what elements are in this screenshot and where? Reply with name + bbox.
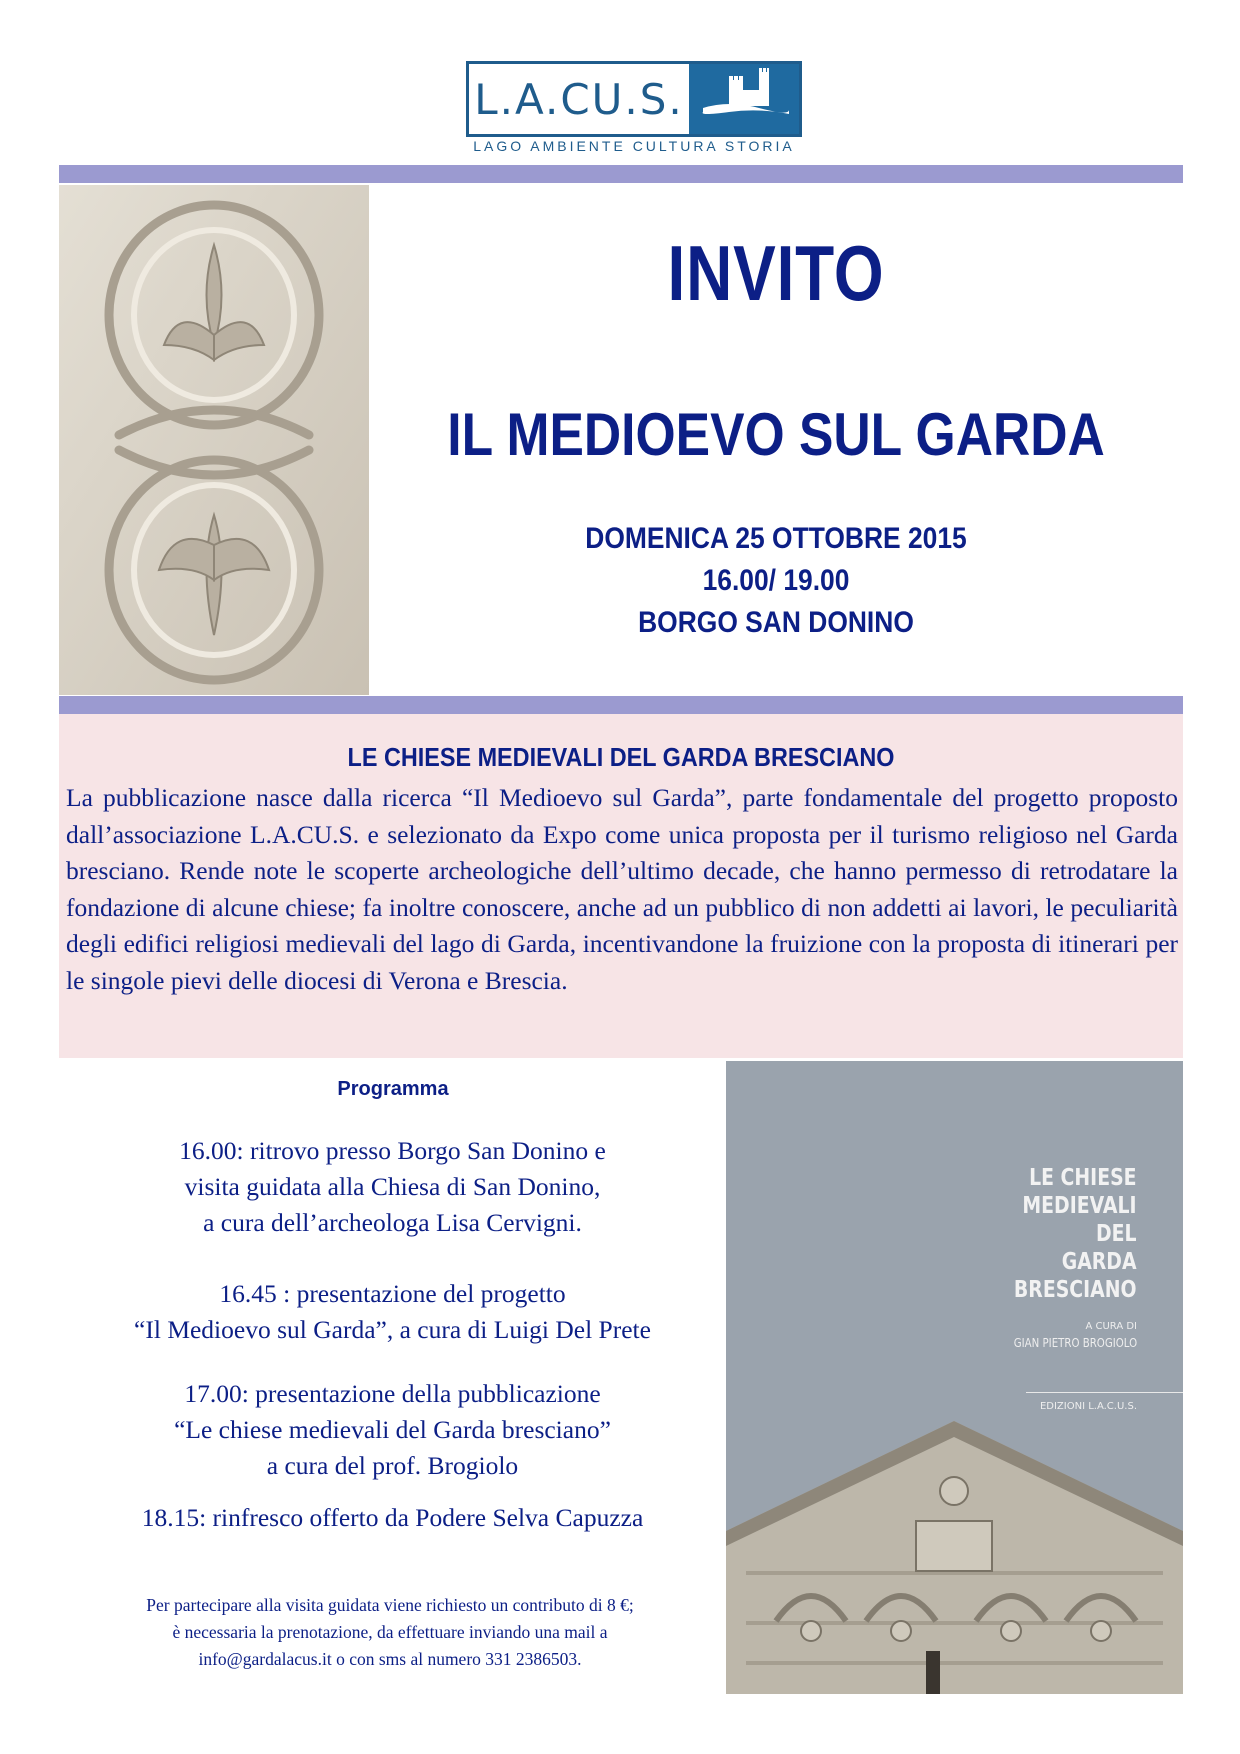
church-facade-icon [726,1421,1183,1694]
programme-title: Programma [337,1078,449,1100]
logo-tagline: LAGO AMBIENTE CULTURA STORIA [473,138,795,154]
book-cover-publisher: EDIZIONI L.A.C.U.S. [1039,1401,1137,1412]
book-cover-rule [1026,1392,1183,1393]
event-place: BORGO SAN DONINO [638,606,914,639]
section-body: La pubblicazione nasce dalla ricerca “Il Medioevo sul Garda”, parte fondamentale del progetto proposto dall’associazione L.A.CU.S. e selezionato da Expo come unica proposta per il turismo religioso nel Garda bresciano. Rende note le scoperte archeologiche dell’ultimo decade, che hanno permesso di retrodatare la fondazione di alcune chiese; fa inoltre conoscere, anche ad un pubblico di non addetti ai lavori, le peculiarità degli edifici religiosi medievali del lago di Garda, incentivandone la fruizione con la proposta di itinerari per le singole pievi delle diocesi di Verona e Brescia. [66,783,1178,995]
top-divider [59,165,1183,183]
event-title: IL MEDIOEVO SUL GARDA [447,401,1105,468]
programme-item: 16.45 : presentazione del progetto “Il Medioevo sul Garda”, a cura di Luigi Del Prete [134,1279,651,1344]
logo [466,61,802,137]
booking-note: Per partecipare alla visita guidata viene richiesto un contributo di 8 €; è necessaria la prenotazione, da effettuare inviando una mail a info@gardalacus.it o con sms al numero 331 2386503. [146,1595,634,1669]
middle-divider [59,696,1183,714]
castle-icon [689,64,799,134]
programme-item: 18.15: rinfresco offerto da Podere Selva Capuzza [141,1503,644,1532]
section-title: LE CHIESE MEDIEVALI DEL GARDA BRESCIANO [347,742,895,772]
invitation-title: INVITO [667,229,885,317]
book-cover-author: GIAN PIETRO BROGIOLO [1013,1336,1137,1350]
book-cover-curator-label: A CURA DI [1085,1321,1137,1332]
book-cover-image [726,1061,1183,1694]
event-time: 16.00/ 19.00 [702,564,850,597]
book-cover-title: LE CHIESE MEDIEVALI DEL GARDA BRESCIANO [1014,1165,1137,1303]
logo-name: L.A.CU.S. [474,74,684,124]
event-date: DOMENICA 25 OTTOBRE 2015 [585,522,967,555]
programme-item: 17.00: presentazione della pubblicazione “Le chiese medievali del Garda bresciano” a cura del prof. Brogiolo [174,1379,611,1480]
stone-carving-image [59,185,369,695]
programme-item: 16.00: ritrovo presso Borgo San Donino e visita guidata alla Chiesa di San Donino, a cura dell’archeologa Lisa Cervigni. [179,1136,606,1237]
